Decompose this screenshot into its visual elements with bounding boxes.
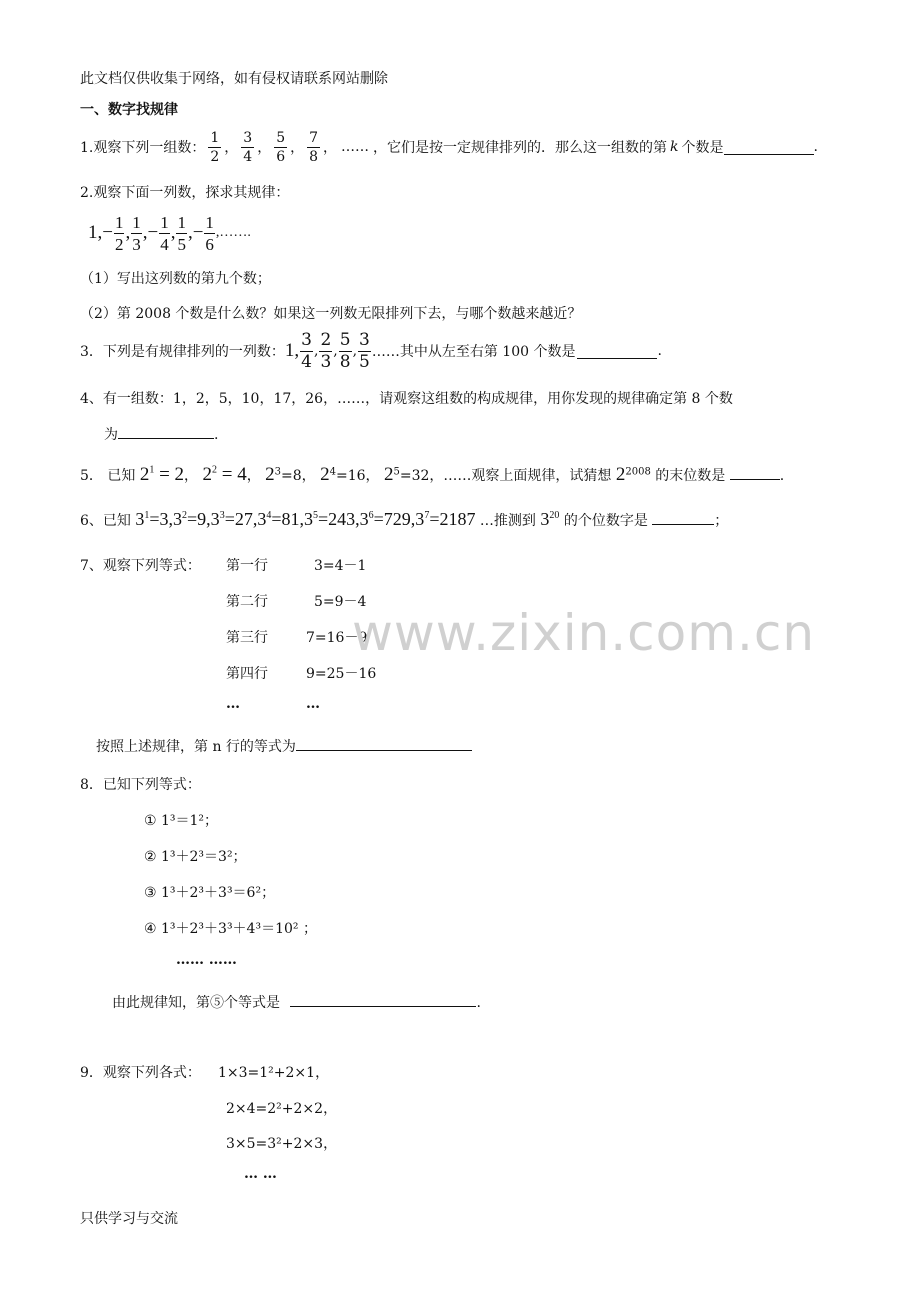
page-footer: 只供学习与交流 xyxy=(80,1211,178,1227)
q7-answer-blank[interactable] xyxy=(296,736,472,751)
q2-part-1: （1）写出这列数的第九个数； xyxy=(80,271,271,287)
question-1: 1.观察下列一组数： $\frac{1}{2}$ ， $\frac{3}{4}$ ， $\frac{5}{6}$ ， $\frac{7}{8}$ ， …… ，它们是按一定规律排列的．那么这一组数的第 k 个数是 . xyxy=(80,129,818,165)
q1-frac-4: $\frac{7}{8}$ xyxy=(309,129,319,165)
q7-row-5: … … xyxy=(226,696,320,712)
section-title: 一、数字找规律 xyxy=(80,102,178,118)
q1-frac-3: $\frac{5}{6}$ xyxy=(276,129,286,165)
q1-prefix: 1.观察下列一组数： xyxy=(80,140,206,156)
q9-row-1: 1×3=1²+2×1， xyxy=(218,1065,330,1081)
q2-frac-5: 1 6 xyxy=(205,212,214,254)
q2-frac-1: $\frac{1}{2}$ xyxy=(114,212,124,254)
q7-conclusion: 按照上述规律，第 n 行的等式为 xyxy=(96,736,472,756)
q1-dots: …… xyxy=(341,139,370,155)
q9-row-3: 3×5=3²+2×3， xyxy=(226,1136,338,1152)
q3-frac-3: 5 8 xyxy=(339,329,351,372)
q8-row-2: ② 1³＋2³＝3²； xyxy=(144,849,247,865)
q2-frac-4: 1 5 xyxy=(177,212,186,254)
q5-answer-blank[interactable] xyxy=(730,465,780,480)
q1-tail: 个数是 xyxy=(681,140,724,156)
q9-row-2: 2×4=2²+2×2， xyxy=(226,1101,338,1117)
q1-text: ，它们是按一定规律排列的．那么这一组数的第 xyxy=(373,140,668,156)
q2-frac-3: 1 4 xyxy=(160,212,169,254)
q3-answer-blank[interactable] xyxy=(577,344,657,359)
q8-row-3: ③ 1³＋2³＋3³＝6²； xyxy=(144,885,276,901)
q3-frac-2: 2 3 xyxy=(320,329,332,372)
q2-part-2: （2）第 2008 个数是什么数？如果这一列数无限排列下去，与哪个数越来越近？ xyxy=(80,306,582,322)
question-4-line-2: 为 . xyxy=(104,424,218,444)
question-4-line-1: 4、有一组数：1，2，5，10，17，26，……，请观察这组数的构成规律，用你发现的规律确定第 8 个数 xyxy=(80,391,733,407)
q8-conclusion: 由此规律知，第⑤个等式是 . xyxy=(112,992,481,1012)
q2-sequence: 1,− $\frac{1}{2}$ , 1 3 ,− 1 4 , 1 5 ,− 1 6 ,……. xyxy=(88,212,251,254)
question-3: 3．下列是有规律排列的一列数： 1, 3 4 , 2 3 , 5 8 , 3 5 ……其中从左至右第 100 个数是 . xyxy=(80,329,662,372)
page-header: 此文档仅供收集于网络，如有侵权请联系网站删除 xyxy=(80,71,388,87)
q3-frac-1: 3 4 xyxy=(301,329,312,372)
q1-answer-blank[interactable] xyxy=(724,140,814,155)
q9-dots: … … xyxy=(244,1166,277,1182)
question-8: 8．已知下列等式： xyxy=(80,777,201,793)
q8-row-1: ① 1³＝1²； xyxy=(144,813,219,829)
q4-answer-blank[interactable] xyxy=(118,424,214,439)
q8-row-4: ④ 1³＋2³＋3³＋4³＝10² ； xyxy=(144,921,317,937)
q7-row-2: 第二行 5=9－4 xyxy=(226,594,367,610)
question-5: 5． 已知 $2^1 = 2$， $2^2 = 4$， $2^3=8$， $2^4=16$， $2^5=32$，……观察上面规律，试猜想 $2^{2008}$ 的末位数是 . xyxy=(80,464,785,485)
q1-k: k xyxy=(670,139,679,155)
q2-frac-2: 1 3 xyxy=(132,212,141,254)
question-7: 7、观察下列等式： xyxy=(80,558,201,574)
q3-frac-4: 3 5 xyxy=(359,329,370,372)
q7-row-4: 第四行 9=25－16 xyxy=(226,666,377,682)
q6-answer-blank[interactable] xyxy=(652,510,714,525)
watermark: www.zixin.com.cn xyxy=(352,604,816,662)
q1-frac-2: $\frac{3}{4}$ xyxy=(243,129,253,165)
question-9: 9．观察下列各式： xyxy=(80,1065,201,1081)
question-2: 2.观察下面一列数，探求其规律： xyxy=(80,185,290,201)
question-6: 6、已知 $3^1=3,3^2=9,3^3=27,3^4=81,3^5=243,3^6=729,3^7=2187$ …推测到 $3^{20}$ 的个位数字是 ； xyxy=(80,509,729,529)
q1-frac-1: $\frac{1}{2}$ xyxy=(210,129,220,165)
q8-dots: …… …… xyxy=(176,952,237,968)
q7-row-1: 第一行 3=4－1 xyxy=(226,558,367,574)
q7-row-3: 第三行 7=16－9 xyxy=(226,630,368,646)
q8-answer-blank[interactable] xyxy=(290,992,476,1007)
